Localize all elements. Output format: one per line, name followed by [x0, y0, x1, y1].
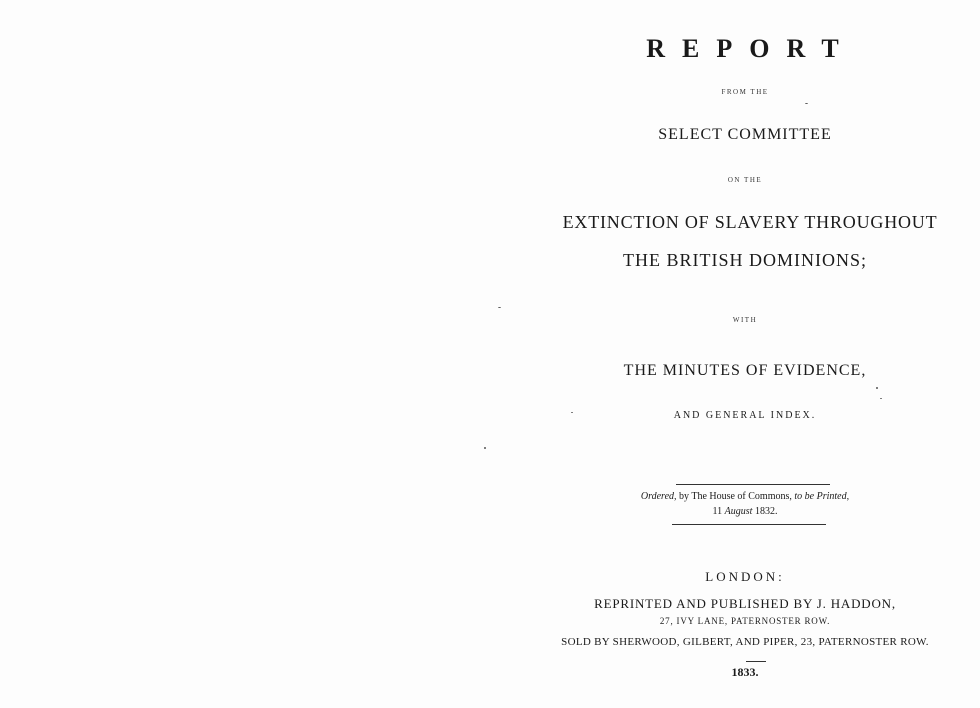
- subject-line-2: THE BRITISH DOMINIONS;: [623, 250, 867, 270]
- from-the-label: FROM THE: [721, 88, 769, 96]
- top-rule: [676, 484, 830, 485]
- imprint-year: 1833.: [731, 665, 759, 679]
- title-block: [520, 0, 970, 708]
- imprint-city: LONDON:: [705, 569, 785, 584]
- order-line: [520, 491, 970, 502]
- imprint-publisher: REPRINTED AND PUBLISHED BY J. HADDON,: [594, 596, 896, 611]
- order-date: [520, 506, 970, 517]
- subject-line-1: EXTINCTION OF SLAVERY THROUGHOUT: [562, 212, 938, 232]
- order-year: 1832.: [754, 506, 778, 517]
- order-day: 11: [712, 506, 723, 517]
- by-house: by The House of Commons,: [679, 491, 792, 502]
- imprint-address: 27, IVY LANE, PATERNOSTER ROW.: [659, 616, 831, 626]
- imprint-seller: SOLD BY SHERWOOD, GILBERT, AND PIPER, 23, PATERNOSTER ROW.: [561, 636, 929, 648]
- index-heading: AND GENERAL INDEX.: [673, 410, 817, 421]
- evidence-heading: THE MINUTES OF EVIDENCE,: [623, 362, 867, 379]
- report-title: REPORT: [646, 34, 856, 63]
- year-rule: [746, 661, 766, 662]
- ordered-word: Ordered,: [640, 491, 677, 502]
- scan-speck: [484, 447, 486, 449]
- order-month: August: [724, 506, 753, 517]
- with-label: WITH: [732, 316, 758, 324]
- committee-heading: SELECT COMMITTEE: [658, 126, 832, 143]
- to-be-printed: to be Printed,: [794, 491, 850, 502]
- bottom-rule: [672, 524, 826, 525]
- scan-speck: [498, 307, 501, 308]
- on-the-label: ON THE: [727, 176, 763, 184]
